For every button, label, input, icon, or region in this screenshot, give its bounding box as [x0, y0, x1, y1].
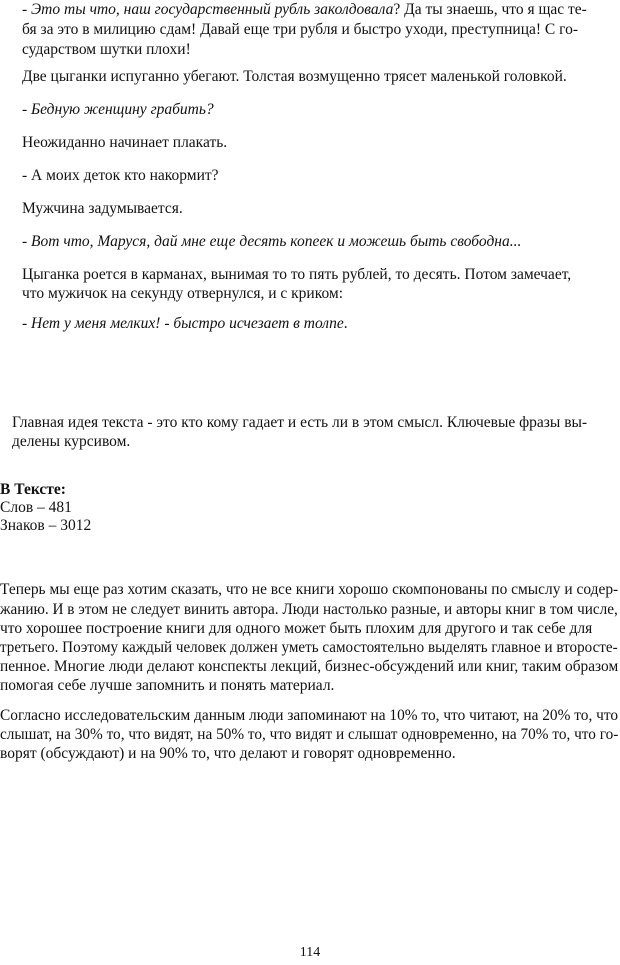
dialogue-line: сударством шутки плохи! [22, 41, 191, 58]
stats-words: Слов – 481 [0, 499, 72, 516]
italic-phrase: - Это ты что, наш государственный рубль заколдовала [22, 1, 394, 18]
body-line: Теперь мы еще раз хотим сказать, что не все книги хорошо скомпонованы по смыслу и содер- [0, 581, 619, 598]
narration-line: Две цыганки испуганно убегают. Толстая возмущенно трясет маленькой головкой. [22, 68, 567, 85]
body-line: пенное. Многие люди делают конспекты лекций, бизнес-обсуждений или книг, таким образом [0, 658, 619, 675]
page-number: 114 [299, 945, 321, 960]
dialogue-line: - Бедную женщину грабить? [22, 101, 214, 118]
text-fragment: ? Да ты знаешь, что я щас те- [393, 1, 587, 18]
body-line: ворят (обсуждают) и на 90% то, что делают и говорят одновременно. [0, 745, 456, 762]
body-line: Согласно исследовательским данным люди запоминают на 10% то, что читают, на 20% то, что [0, 707, 619, 724]
body-line: третьего. Поэтому каждый человек должен уметь самостоятельно выделять главное и второсте- [0, 639, 618, 656]
narration-line: Цыганка роется в карманах, вынимая то то пять рублей, то десять. Потом замечает, [22, 266, 572, 283]
note-line: делены курсивом. [12, 433, 131, 450]
body-line: жанию. И в этом не следует винить автора. Люди настолько разные, и авторы книг в том числе, [0, 601, 618, 618]
italic-phrase: - Нет у меня мелких! - быстро исчезает в толпе [22, 315, 344, 332]
dialogue-line [22, 0, 587, 20]
stats-chars: Знаков – 3012 [0, 517, 92, 534]
stats-heading: В Тексте: [0, 481, 66, 498]
narration-line: Неожиданно начинает плакать. [22, 134, 228, 151]
text-fragment: . [343, 315, 348, 332]
body-line: слышат, на 30% то, что видят, на 50% то, что видят и слышат одновременно, на 70% то, что го- [0, 726, 619, 743]
dialogue-line: бя за это в милицию сдам! Давай еще три рубля и быстро уходи, преступница! С го- [22, 21, 579, 38]
dialogue-line: - А моих деток кто накормит? [22, 167, 219, 184]
dialogue-line: - Вот что, Маруся, дай мне еще десять копеек и можешь быть свободна... [22, 233, 522, 250]
body-line: что хорошее построение книги для одного может быть плохим для другого и так себе для [0, 620, 593, 637]
narration-line: что мужичок на секунду отвернулся, и с криком: [22, 285, 344, 302]
note-line: Главная идея текста - это кто кому гадает и есть ли в этом смысл. Ключевые фразы вы- [12, 414, 588, 431]
dialogue-line [22, 314, 348, 334]
body-line: помогая себе лучше запомнить и понять материал. [0, 677, 335, 694]
narration-line: Мужчина задумывается. [22, 200, 183, 217]
